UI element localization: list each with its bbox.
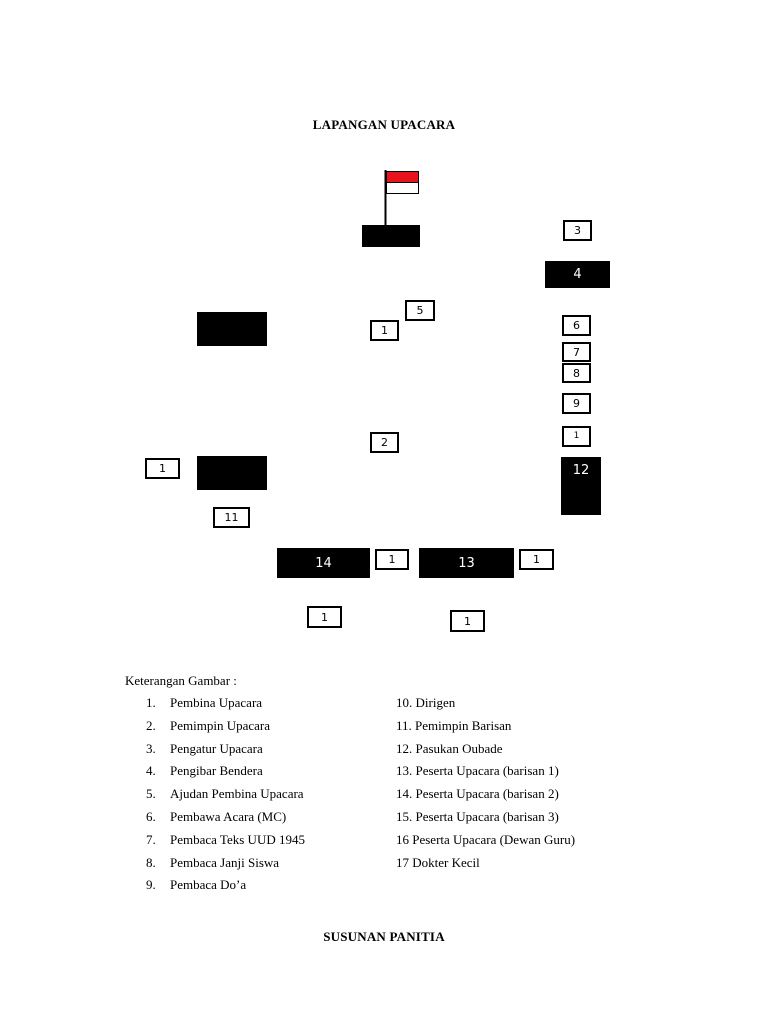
flag-base-block [362, 225, 420, 247]
box-1-bottom-right: 1 [450, 610, 485, 632]
box-2: 2 [370, 432, 399, 453]
block-13: 13 [419, 548, 514, 578]
block-12: 12 [561, 457, 601, 515]
legend-item: 17 Dokter Kecil [396, 854, 480, 870]
box-3: 3 [563, 220, 592, 241]
box-1-after-13: 1 [519, 549, 554, 570]
left-lower-block [197, 456, 267, 490]
legend-item: 2. Pemimpin Upacara [146, 717, 270, 733]
page-title: LAPANGAN UPACARA [312, 117, 456, 132]
box-1-between: 1 [375, 549, 409, 570]
box-5: 5 [405, 300, 435, 321]
legend-item: 6. Pembawa Acara (MC) [146, 808, 287, 824]
box-1-left: 1 [145, 458, 180, 479]
legend-item: 15. Peserta Upacara (barisan 3) [396, 808, 559, 824]
box-8: 8 [562, 363, 591, 383]
legend-item: 5. Ajudan Pembina Upacara [146, 786, 304, 802]
legend-column-1 [146, 692, 305, 897]
box-7: 7 [562, 342, 591, 362]
legend-item: 8. Pembaca Janji Siswa [146, 854, 280, 870]
flag-icon [383, 170, 423, 226]
legend-item: 1. Pembina Upacara [146, 695, 263, 710]
box-1-bottom-left: 1 [307, 606, 342, 628]
legend-item: 10. Dirigen [396, 695, 456, 710]
legend-item: 14. Peserta Upacara (barisan 2) [396, 786, 559, 802]
box-9: 9 [562, 393, 591, 414]
legend-item: 7. Pembaca Teks UUD 1945 [146, 831, 305, 847]
box-1-right: 1 [562, 426, 591, 447]
legend-heading: Keterangan Gambar : [125, 673, 237, 688]
section-title: SUSUNAN PANITIA [323, 929, 445, 944]
block-4: 4 [545, 261, 610, 288]
legend-item: 16 Peserta Upacara (Dewan Guru) [396, 831, 576, 847]
legend-item: 13. Peserta Upacara (barisan 1) [396, 763, 559, 779]
legend-column-2 [396, 692, 575, 874]
legend-item: 12. Pasukan Oubade [396, 740, 503, 756]
legend-item: 11. Pemimpin Barisan [396, 717, 512, 733]
block-14: 14 [277, 548, 370, 578]
legend-item: 9. Pembaca Do’a [146, 877, 247, 893]
legend-item: 4. Pengibar Bendera [146, 763, 263, 779]
box-6: 6 [562, 315, 591, 336]
legend-item: 3. Pengatur Upacara [146, 740, 263, 756]
box-11: 11 [213, 507, 250, 528]
left-upper-block [197, 312, 267, 346]
box-1-center: 1 [370, 320, 399, 341]
